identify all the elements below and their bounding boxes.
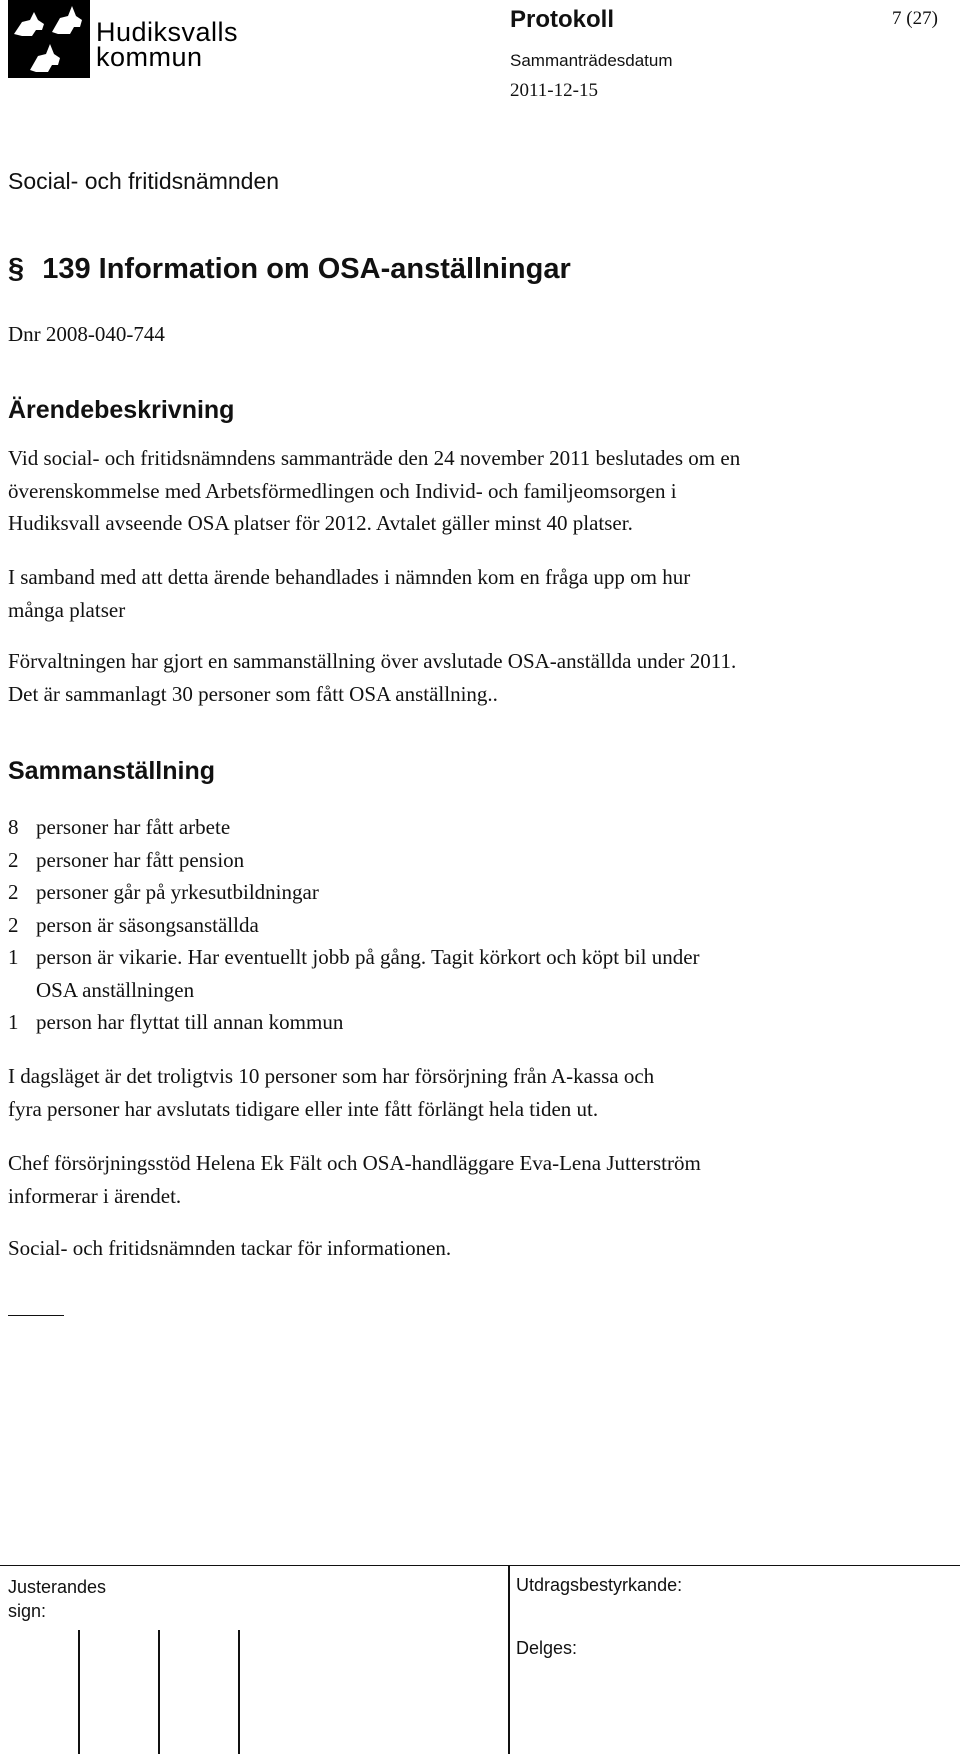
- list-item: 2 person är säsongsanställda: [8, 912, 259, 937]
- signature-divider: [158, 1630, 160, 1754]
- page-number: 7 (27): [892, 8, 938, 29]
- paragraph-compilation: Förvaltningen har gjort en sammanställning över avslutade OSA-anställda under 2011. Det är sammanlagt 30 personer som fått OSA anställning..: [8, 649, 737, 706]
- municipality-logo-icon: [8, 0, 90, 78]
- logo-line-1: Hudiksvalls: [96, 17, 239, 47]
- adjusters-signature-label: Justerandes sign:: [8, 1577, 107, 1621]
- signature-divider: [238, 1630, 240, 1754]
- paragraph-current-status: I dagsläget är det troligtvis 10 personer som har försörjning från A-kassa och fyra personer har avslutats tidigare eller inte fått förlängt hela tiden ut.: [8, 1064, 655, 1121]
- summary-heading: Sammanställning: [8, 757, 215, 785]
- meeting-date-label: Sammanträdesdatum: [510, 51, 673, 70]
- list-item: 2 personer har fått pension: [8, 847, 245, 872]
- document-type: Protokoll: [510, 6, 615, 33]
- extract-certified-label: Utdragsbestyrkande:: [516, 1575, 683, 1595]
- case-description-heading: Ärendebeskrivning: [8, 396, 235, 424]
- distributed-to-label: Delges:: [516, 1638, 578, 1658]
- section-title: 139 Information om OSA-anställningar: [42, 253, 571, 285]
- signature-divider: [78, 1630, 80, 1754]
- paragraph-question: I samband med att detta ärende behandlades i nämnden kom en fråga upp om hur många platser: [8, 565, 691, 622]
- signature-column-divider: [508, 1565, 510, 1754]
- municipality-logo-text: [96, 17, 239, 72]
- meeting-date: 2011-12-15: [510, 80, 598, 101]
- paragraph-thanks: Social- och fritidsnämnden tackar för informationen.: [8, 1236, 452, 1260]
- section-heading: [8, 253, 571, 286]
- signature-box: [0, 1565, 960, 1755]
- end-rule: [8, 1315, 64, 1316]
- list-item: 2 personer går på yrkesutbildningar: [8, 880, 319, 904]
- paragraph-presenters: Chef försörjningsstöd Helena Ek Fält och OSA-handläggare Eva-Lena Jutterström informerar i ärendet.: [8, 1151, 701, 1208]
- list-item: 8 personer har fått arbete: [8, 815, 231, 839]
- summary-list: [8, 811, 948, 1039]
- paragraph-symbol: §: [8, 253, 25, 285]
- case-number: Dnr 2008-040-744: [8, 322, 165, 346]
- committee-name: Social- och fritidsnämnden: [8, 168, 280, 194]
- list-item: 1 person är vikarie. Har eventuellt jobb på gång. Tagit körkort och köpt bil under OSA anställningen: [8, 945, 700, 1002]
- logo-line-2: kommun: [96, 42, 203, 72]
- paragraph-agreement: Vid social- och fritidsnämndens sammanträde den 24 november 2011 beslutades om en överenskommelse med Arbetsförmedlingen och Individ- och familjeomsorgen i Hudiksvall avseende OSA platser för 2012. Avtalet gäller minst 40 platser.: [8, 446, 741, 535]
- list-item: 1 person har flyttat till annan kommun: [8, 1010, 344, 1034]
